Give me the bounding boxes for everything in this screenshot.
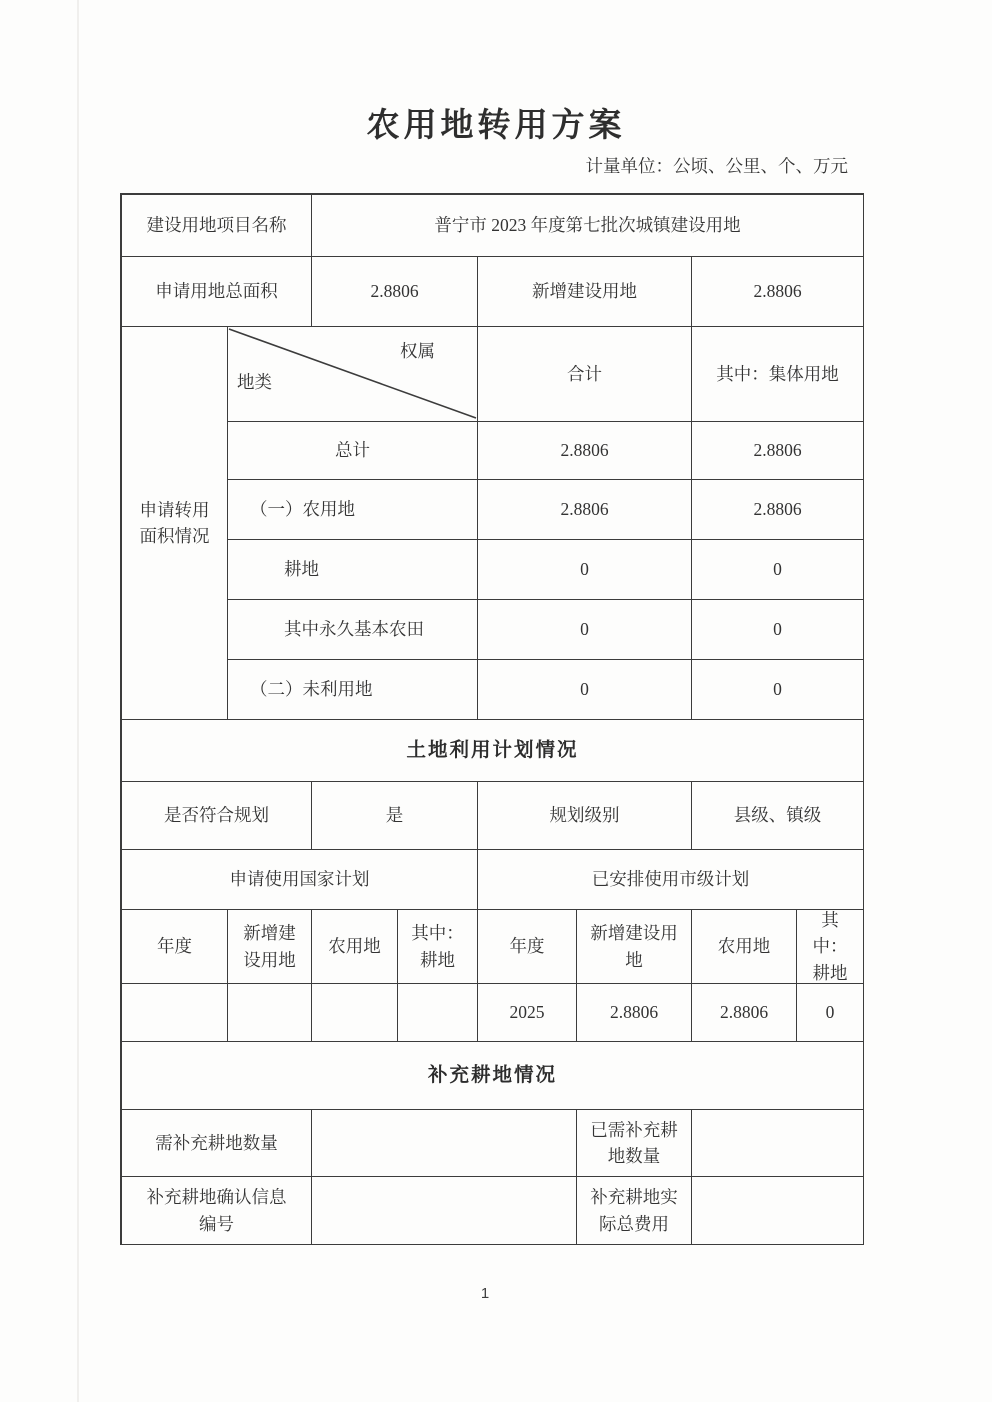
plan-header-right-cultivated: 其中：耕地 bbox=[797, 910, 864, 984]
supplement-row-value bbox=[312, 1110, 577, 1177]
project-name-label: 建设用地项目名称 bbox=[122, 195, 312, 257]
supplement-header: 补充耕地情况 bbox=[122, 1042, 864, 1110]
plan-value-left-newconstruction bbox=[228, 984, 312, 1042]
land-use-plan-header: 土地利用计划情况 bbox=[122, 720, 864, 782]
transfer-row-label: 总计 bbox=[228, 422, 478, 480]
supplement-row-value bbox=[312, 1177, 577, 1245]
plan-value-right-cultivated: 0 bbox=[797, 984, 864, 1042]
transfer-row-collective: 2.8806 bbox=[692, 480, 864, 540]
plan-value-right-newconstruction: 2.8806 bbox=[577, 984, 692, 1042]
supplement-row-label2: 已需补充耕地数量 bbox=[577, 1110, 692, 1177]
supplement-row-label: 补充耕地确认信息编号 bbox=[122, 1177, 312, 1245]
supplement-row-value2 bbox=[692, 1177, 864, 1245]
conform-value: 是 bbox=[312, 782, 478, 850]
page-title: 农用地转用方案 bbox=[366, 108, 626, 144]
supplement-row-label2: 补充耕地实际总费用 bbox=[577, 1177, 692, 1245]
transfer-row-total: 0 bbox=[478, 540, 692, 600]
scan-artifact-line bbox=[77, 0, 79, 1402]
transfer-row-collective: 2.8806 bbox=[692, 422, 864, 480]
plan-header-right-year: 年度 bbox=[478, 910, 577, 984]
city-plan-header: 已安排使用市级计划 bbox=[478, 850, 864, 910]
total-area-value: 2.8806 bbox=[312, 257, 478, 327]
transfer-row-label: （一）农用地 bbox=[228, 480, 478, 540]
transfer-section-label: 申请转用面积情况 bbox=[122, 327, 228, 720]
plan-header-left-year: 年度 bbox=[122, 910, 228, 984]
plan-header-left-farmland: 农用地 bbox=[312, 910, 398, 984]
plan-level-value: 县级、镇级 bbox=[692, 782, 864, 850]
transfer-row-total: 2.8806 bbox=[478, 422, 692, 480]
plan-header-left-cultivated: 其中：耕地 bbox=[398, 910, 478, 984]
new-construction-value: 2.8806 bbox=[692, 257, 864, 327]
unit-note: 计量单位：公顷、公里、个、万元 bbox=[585, 156, 848, 176]
total-area-label: 申请用地总面积 bbox=[122, 257, 312, 327]
plan-header-left-newconstruction: 新增建设用地 bbox=[228, 910, 312, 984]
plan-value-left-year bbox=[122, 984, 228, 1042]
land-conversion-form bbox=[120, 193, 864, 1245]
project-name-value: 普宁市 2023 年度第七批次城镇建设用地 bbox=[312, 195, 864, 257]
national-plan-header: 申请使用国家计划 bbox=[122, 850, 478, 910]
transfer-row-label: 耕地 bbox=[228, 540, 478, 600]
column-header-collective: 其中：集体用地 bbox=[692, 327, 864, 422]
diagonal-ownership-label: 权属 bbox=[400, 341, 435, 361]
conform-label: 是否符合规划 bbox=[122, 782, 312, 850]
transfer-row-total: 2.8806 bbox=[478, 480, 692, 540]
supplement-row-value2 bbox=[692, 1110, 864, 1177]
transfer-row-label: （二）未利用地 bbox=[228, 660, 478, 720]
column-header-total: 合计 bbox=[478, 327, 692, 422]
transfer-row-collective: 0 bbox=[692, 600, 864, 660]
diagonal-header-cell bbox=[228, 327, 478, 422]
plan-value-left-farmland bbox=[312, 984, 398, 1042]
plan-value-right-farmland: 2.8806 bbox=[692, 984, 797, 1042]
plan-level-label: 规划级别 bbox=[478, 782, 692, 850]
diagonal-landtype-label: 地类 bbox=[237, 372, 272, 392]
transfer-row-total: 0 bbox=[478, 660, 692, 720]
plan-value-right-year: 2025 bbox=[478, 984, 577, 1042]
new-construction-label: 新增建设用地 bbox=[478, 257, 692, 327]
plan-header-right-farmland: 农用地 bbox=[692, 910, 797, 984]
supplement-row-label: 需补充耕地数量 bbox=[122, 1110, 312, 1177]
plan-header-right-newconstruction: 新增建设用地 bbox=[577, 910, 692, 984]
plan-value-left-cultivated bbox=[398, 984, 478, 1042]
page-number: 1 bbox=[480, 1285, 490, 1302]
transfer-row-label: 其中永久基本农田 bbox=[228, 600, 478, 660]
transfer-row-collective: 0 bbox=[692, 660, 864, 720]
transfer-row-total: 0 bbox=[478, 600, 692, 660]
transfer-row-collective: 0 bbox=[692, 540, 864, 600]
